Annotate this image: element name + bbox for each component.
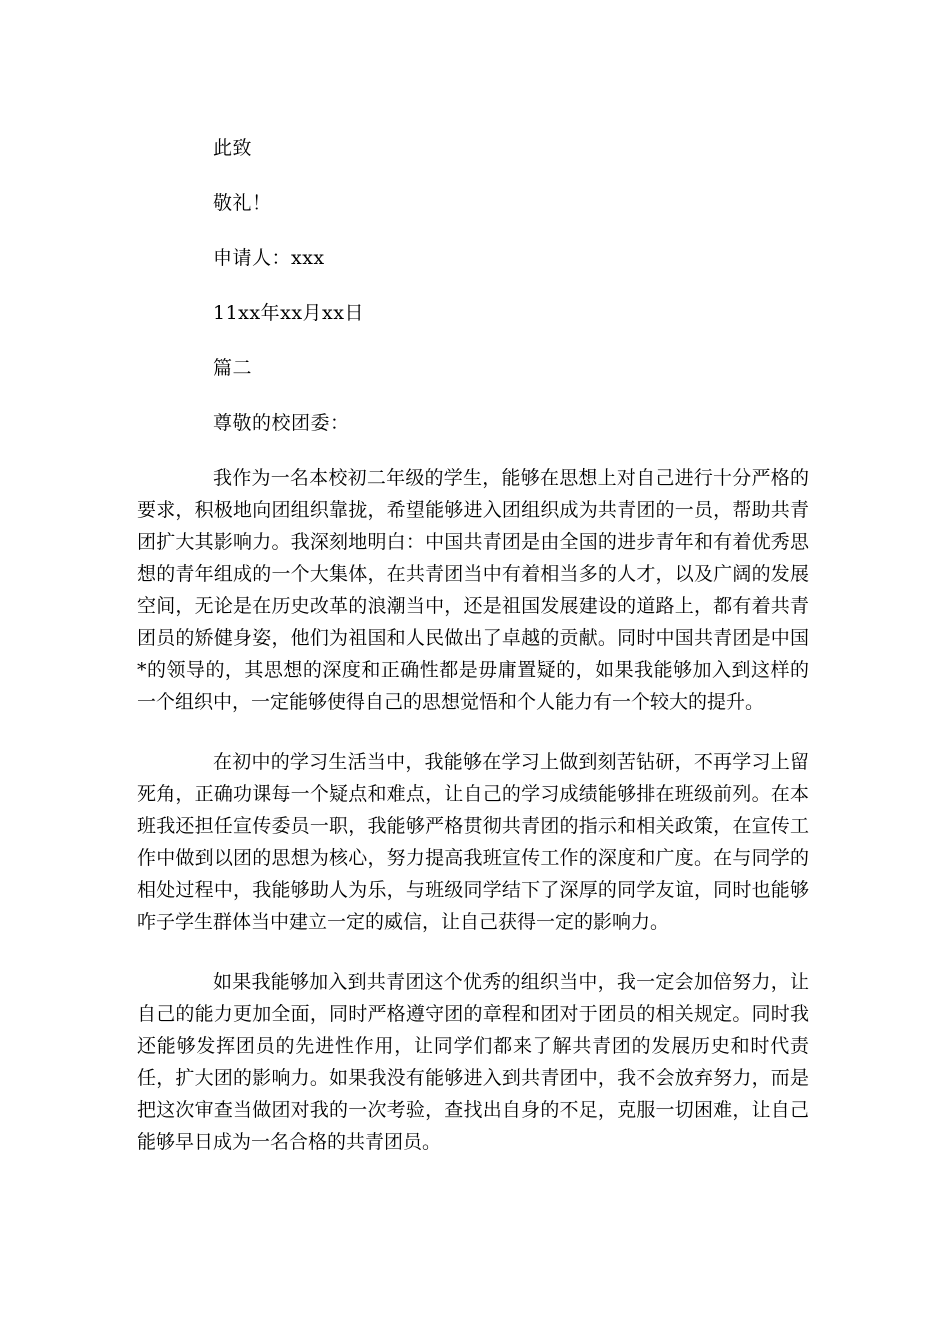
closing-salutation: 此致 xyxy=(213,137,253,159)
section-heading: 篇二 xyxy=(213,357,253,379)
body-paragraph-2: 在初中的学习生活当中，我能够在学习上做到刻苦钻研，不再学习上留死角，正确功课每一个疑点和难点，让自己的学习成绩能够排在班级前列。在本班我还担任宣传委员一职，我能够严格贯彻共青团的指示和相关政策，在宣传工作中做到以团的思想为核心，努力提高我班宣传工作的深度和广度。在与同学的相处过程中，我能够助人为乐，与班级同学结下了深厚的同学友谊，同时也能够咋子学生群体当中建立一定的威信，让自己获得一定的影响力。 xyxy=(137,751,809,933)
letter-addressee: 尊敬的校团委： xyxy=(213,412,350,434)
signature-date: 11xx年xx月xx日 xyxy=(213,302,364,324)
body-paragraph-1: 我作为一名本校初二年级的学生，能够在思想上对自己进行十分严格的要求，积极地向团组织靠拢，希望能够进入团组织成为共青团的一员，帮助共青团扩大其影响力。我深刻地明白：中国共青团是由全国的进步青年和有着优秀思想的青年组成的一个大集体，在共青团当中有着相当多的人才，以及广阔的发展空间，无论是在历史改革的浪潮当中，还是祖国发展建设的道路上，都有着共青团员的矫健身姿，他们为祖国和人民做出了卓越的贡献。同时中国共青团是中国*的领导的，其思想的深度和正确性都是毋庸置疑的，如果我能够加入到这样的一个组织中，一定能够使得自己的思想觉悟和个人能力有一个较大的提升。 xyxy=(137,467,809,713)
closing-regards: 敬礼！ xyxy=(213,192,272,214)
body-paragraph-3: 如果我能够加入到共青团这个优秀的组织当中，我一定会加倍努力，让自己的能力更加全面，同时严格遵守团的章程和团对于团员的相关规定。同时我还能够发挥团员的先进性作用，让同学们都来了解共青团的发展历史和时代责任，扩大团的影响力。如果我没有能够进入到共青团中，我不会放弃努力，而是把这次审查当做团对我的一次考验，查找出自身的不足，克服一切困难，让自己能够早日成为一名合格的共青团员。 xyxy=(137,971,809,1153)
applicant-signature: 申请人：xxx xyxy=(213,247,325,269)
